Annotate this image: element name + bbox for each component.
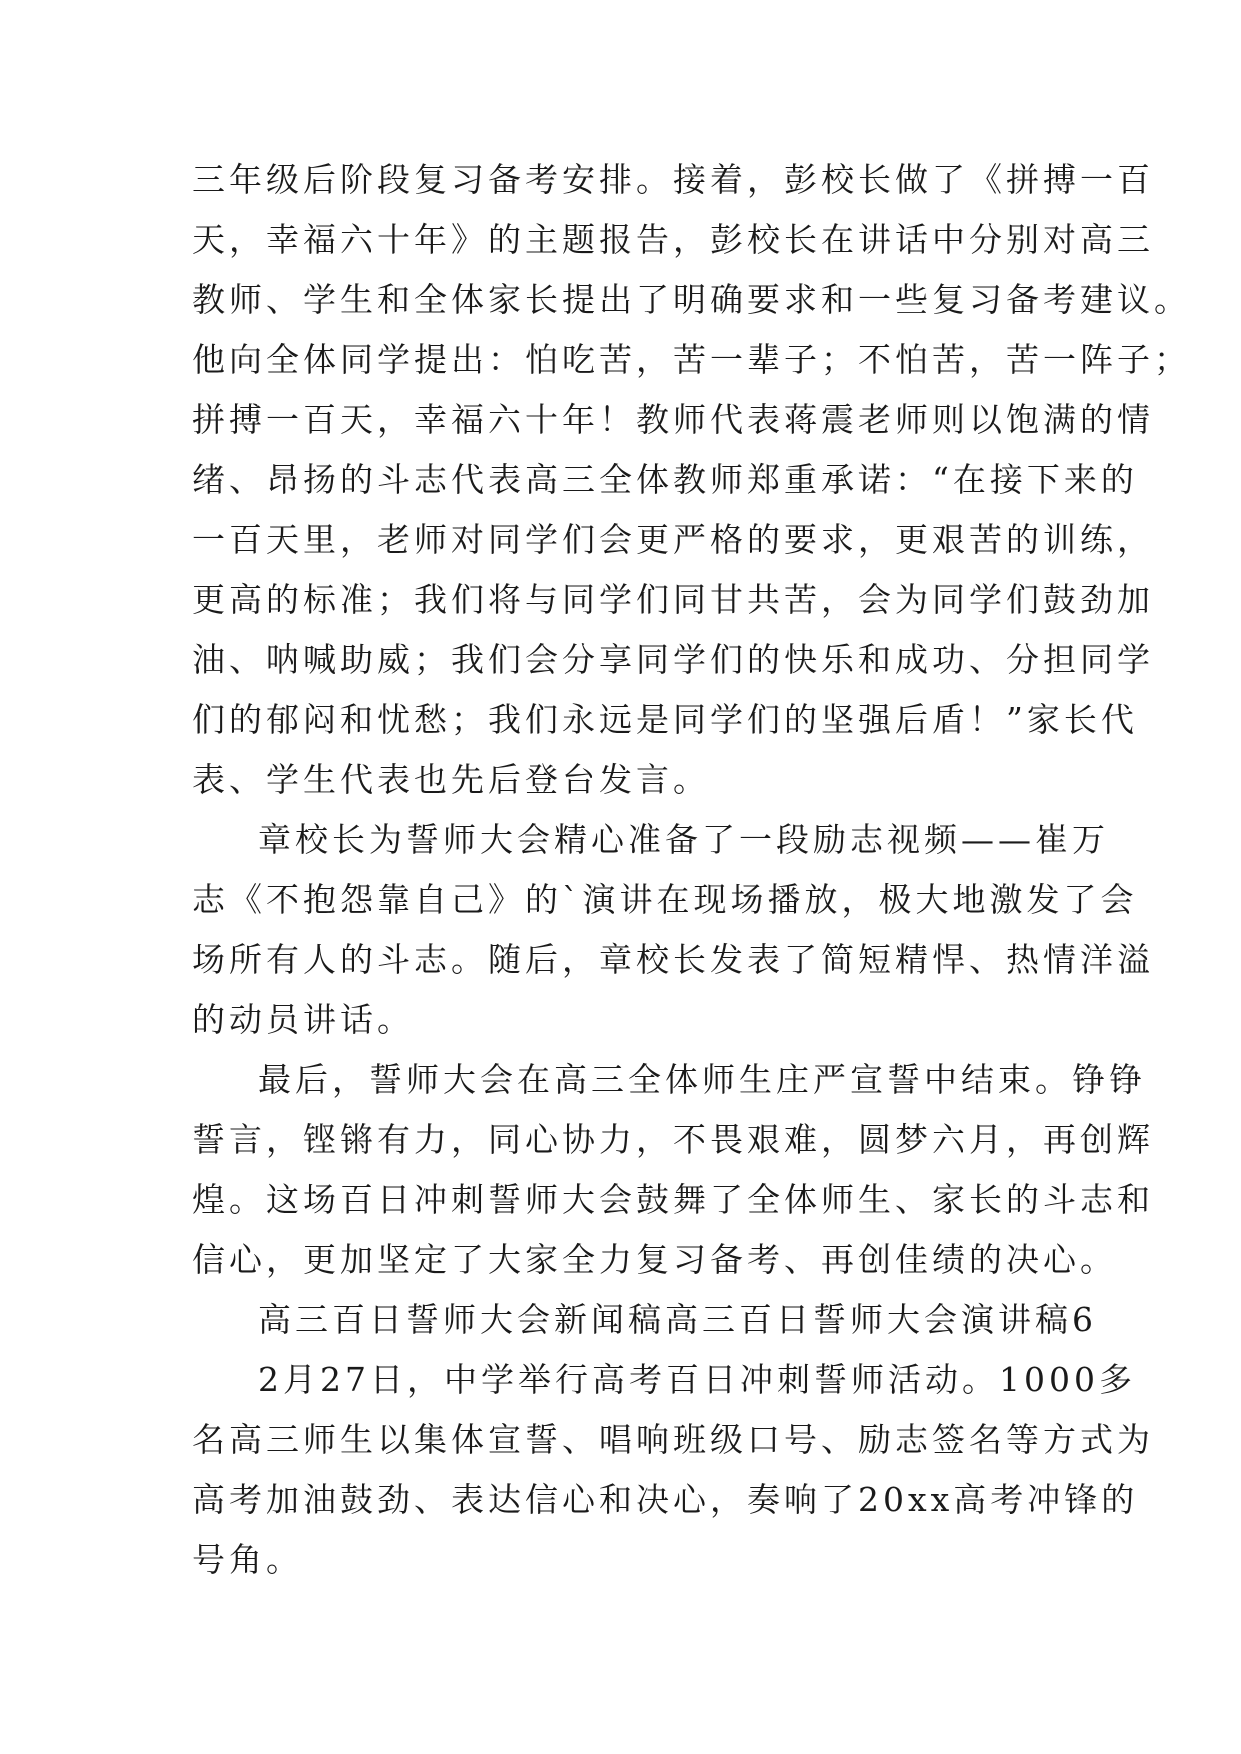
text-line: 绪、昂扬的斗志代表高三全体教师郑重承诺：“在接下来的	[192, 460, 1138, 499]
text-line: 三年级后阶段复习备考安排。接着，彭校长做了《拼搏一百	[192, 160, 1154, 199]
text-line: 的动员讲话。	[192, 1000, 414, 1039]
text-line: 他向全体同学提出：怕吃苦，苦一辈子；不怕苦，苦一阵子；	[192, 340, 1191, 379]
text-line: 号角。	[192, 1540, 303, 1579]
paragraph-start-line: 章校长为誓师大会精心准备了一段励志视频——崔万	[258, 820, 1109, 859]
text-line: 名高三师生以集体宣誓、唱响班级口号、励志签名等方式为	[192, 1420, 1154, 1459]
text-line: 更高的标准；我们将与同学们同甘共苦，会为同学们鼓劲加	[192, 580, 1154, 619]
text-line: 高考加油鼓劲、表达信心和决心，奏响了20xx高考冲锋的	[192, 1480, 1139, 1519]
text-line: 志《不抱怨靠自己》的`演讲在现场播放，极大地激发了会	[192, 880, 1138, 919]
text-line: 誓言，铿锵有力，同心协力，不畏艰难，圆梦六月，再创辉	[192, 1120, 1154, 1159]
text-line: 场所有人的斗志。随后，章校长发表了简短精悍、热情洋溢	[192, 940, 1154, 979]
text-line: 们的郁闷和忧愁；我们永远是同学们的坚强后盾！”家长代	[192, 700, 1138, 739]
paragraph-start-line: 2月27日，中学举行高考百日冲刺誓师活动。1000多	[258, 1360, 1136, 1399]
text-line: 拼搏一百天，幸福六十年！教师代表蒋震老师则以饱满的情	[192, 400, 1154, 439]
text-line: 信心，更加坚定了大家全力复习备考、再创佳绩的决心。	[192, 1240, 1117, 1279]
text-line: 教师、学生和全体家长提出了明确要求和一些复习备考建议。	[192, 280, 1191, 319]
document-body	[192, 150, 1191, 1590]
text-line: 油、呐喊助威；我们会分享同学们的快乐和成功、分担同学	[192, 640, 1154, 679]
text-line: 煌。这场百日冲刺誓师大会鼓舞了全体师生、家长的斗志和	[192, 1180, 1154, 1219]
text-line: 一百天里，老师对同学们会更严格的要求，更艰苦的训练，	[192, 520, 1154, 559]
text-line: 天，幸福六十年》的主题报告，彭校长在讲话中分别对高三	[192, 220, 1154, 259]
text-line: 表、学生代表也先后登台发言。	[192, 760, 710, 799]
paragraph-start-line: 最后，誓师大会在高三全体师生庄严宣誓中结束。铮铮	[258, 1060, 1146, 1099]
section-heading: 高三百日誓师大会新闻稿高三百日誓师大会演讲稿6	[258, 1300, 1097, 1339]
